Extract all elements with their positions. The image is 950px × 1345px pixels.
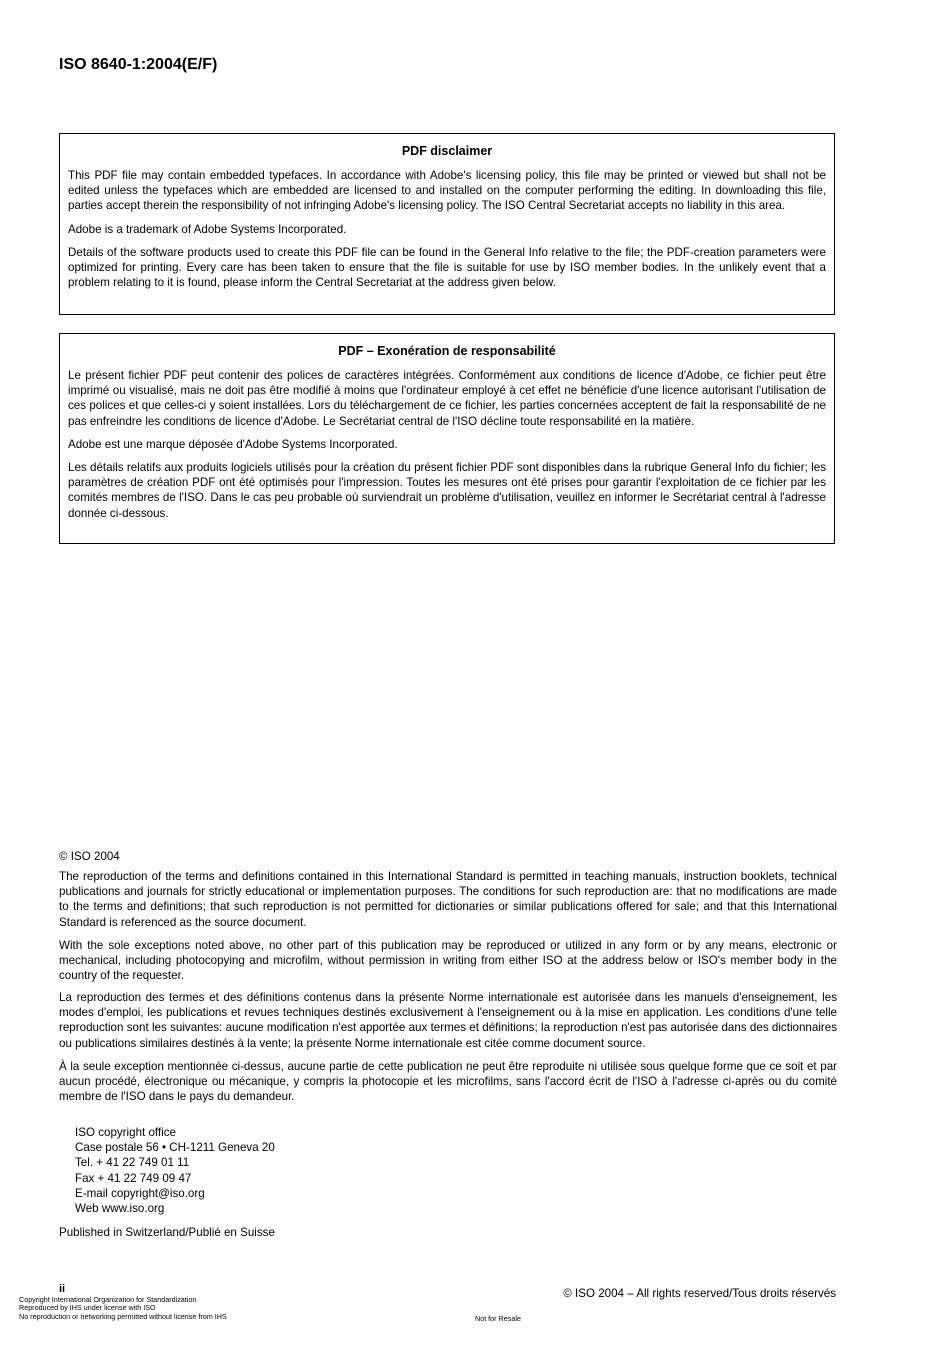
pdf-disclaimer-fr-box xyxy=(59,333,835,544)
address-line: Tel. + 41 22 749 01 11 xyxy=(75,1156,190,1170)
not-for-resale: Not for Resale xyxy=(475,1314,521,1323)
copyright-office-address xyxy=(75,1125,275,1216)
rights-reserved: © ISO 2004 – All rights reserved/Tous droits réservés xyxy=(563,1287,836,1300)
address-line: Fax + 41 22 749 09 47 xyxy=(75,1171,192,1185)
disclaimer-fr-title: PDF – Exonération de responsabilité xyxy=(338,344,556,358)
copyright-paragraph: With the sole exceptions noted above, no other part of this publication may be reproduced or utilized in any form or by any means, electronic or mechanical, including photocopying and microfilm, without permission in writing from either ISO at the address below or ISO's member body in the country of the requester. xyxy=(59,938,837,983)
copyright-notice-fr xyxy=(59,990,837,1112)
disclaimer-paragraph: Adobe is a trademark of Adobe Systems Incorporated. xyxy=(68,222,347,236)
disclaimer-paragraph: Details of the software products used to create this PDF file can be found in the General Info relative to the file; the PDF-creation parameters were optimized for printing. Every care has been taken to ensure that the file is suitable for use by ISO member bodies. In the unlikely event that a problem relating to it is found, please inform the Central Secretariat at the address given below. xyxy=(68,245,826,290)
disclaimer-fr-paragraph: Adobe est une marque déposée d'Adobe Systems Incorporated. xyxy=(68,437,398,451)
copyright-paragraph-fr: À la seule exception mentionnée ci-dessus, aucune partie de cette publication ne peut être reproduite ni utilisée sous quelque forme que ce soit et par aucun procédé, électronique ou mécanique, y compris la photocopie et les microfilms, sans l'accord écrit de l'ISO à l'adresse ci-après ou du comité membre de l'ISO dans le pays du demandeur. xyxy=(59,1059,837,1104)
address-line: ISO copyright office xyxy=(75,1126,176,1139)
disclaimer-title: PDF disclaimer xyxy=(401,144,493,158)
disclaimer-fr-paragraph: Le présent fichier PDF peut contenir des polices de caractères intégrées. Conformément aux conditions de licence d'Adobe, ce fichier peut être imprimé ou visualisé, mais ne doit pas être modifié à moins que l'ordinateur employé à cet effet ne bénéficie d'une licence autorisant l'utilisation de ces polices et que celles-ci y soient installées. Lors du téléchargement de ce fichier, les parties concernées acceptent de fait la responsabilité de ne pas enfreindre les conditions de licence d'Adobe. Le Secrétariat central de l'ISO décline toute responsabilité en la matière. xyxy=(68,369,826,428)
address-web: Web www.iso.org xyxy=(75,1202,165,1216)
copyright-paragraph: The reproduction of the terms and definitions contained in this International Standard is permitted in teaching manuals, instruction booklets, technical publications and journals for strictly educational or implementation purposes. The conditions for such reproduction are: that no modifications are made to the terms and definitions; that such reproduction is not permitted for dictionaries or similar publications offered for sale; and that this International Standard is referenced as the source document. xyxy=(59,870,837,929)
disclaimer-fr-paragraph: Les détails relatifs aux produits logiciels utilisés pour la création du présent fichier PDF sont disponibles dans la rubrique General Info du fichier; les paramètres de création PDF ont été optimisés pour l'impression. Toutes les mesures ont été prises pour garantir l'exploitation de ce fichier par les comités membres de l'ISO. Dans le cas peu probable où surviendrait un problème d'utilisation, veuillez en informer le Secrétariat central à l'adresse donnée ci-dessous. xyxy=(68,461,826,520)
copyright-paragraph-fr: La reproduction des termes et des définitions contenus dans la présente Norme internationale est autorisée dans les manuels d'enseignement, les modes d'emploi, les publications et revues techniques destinés exclusivement à l'enseignement ou à la mise en application. Les conditions d'une telle reproduction sont les suivantes: aucune modification n'est apportée aux termes et définitions; la reproduction n'est pas autorisée dans des dictionnaires ou publications similaires destinés à la vente; la présente Norme internationale est citée comme document source. xyxy=(59,991,837,1050)
address-line: Case postale 56 • CH-1211 Geneva 20 xyxy=(75,1141,275,1155)
copyright-line: © ISO 2004 xyxy=(59,850,120,863)
pdf-disclaimer-box xyxy=(59,133,835,315)
ihs-line: Reproduced by IHS under license with ISO xyxy=(19,1303,156,1313)
address-email: E-mail copyright@iso.org xyxy=(75,1186,205,1200)
published-line: Published in Switzerland/Publié en Suisse xyxy=(59,1226,275,1239)
page-number: ii xyxy=(59,1283,66,1295)
ihs-license-notice xyxy=(19,1296,227,1321)
disclaimer-paragraph: This PDF file may contain embedded typefaces. In accordance with Adobe's licensing policy, this file may be printed or viewed but shall not be edited unless the typefaces which are embedded are licensed to and installed on the computer performing the editing. In downloading this file, parties accept therein the responsibility of not infringing Adobe's licensing policy. The ISO Central Secretariat accepts no liability in this area. xyxy=(68,169,826,213)
document-id: ISO 8640-1:2004(E/F) xyxy=(59,56,218,73)
ihs-line: No reproduction or networking permitted without license from IHS xyxy=(19,1311,227,1321)
ihs-line: Copyright International Organization for Standardization xyxy=(19,1295,197,1304)
copyright-notice-en xyxy=(59,869,837,994)
